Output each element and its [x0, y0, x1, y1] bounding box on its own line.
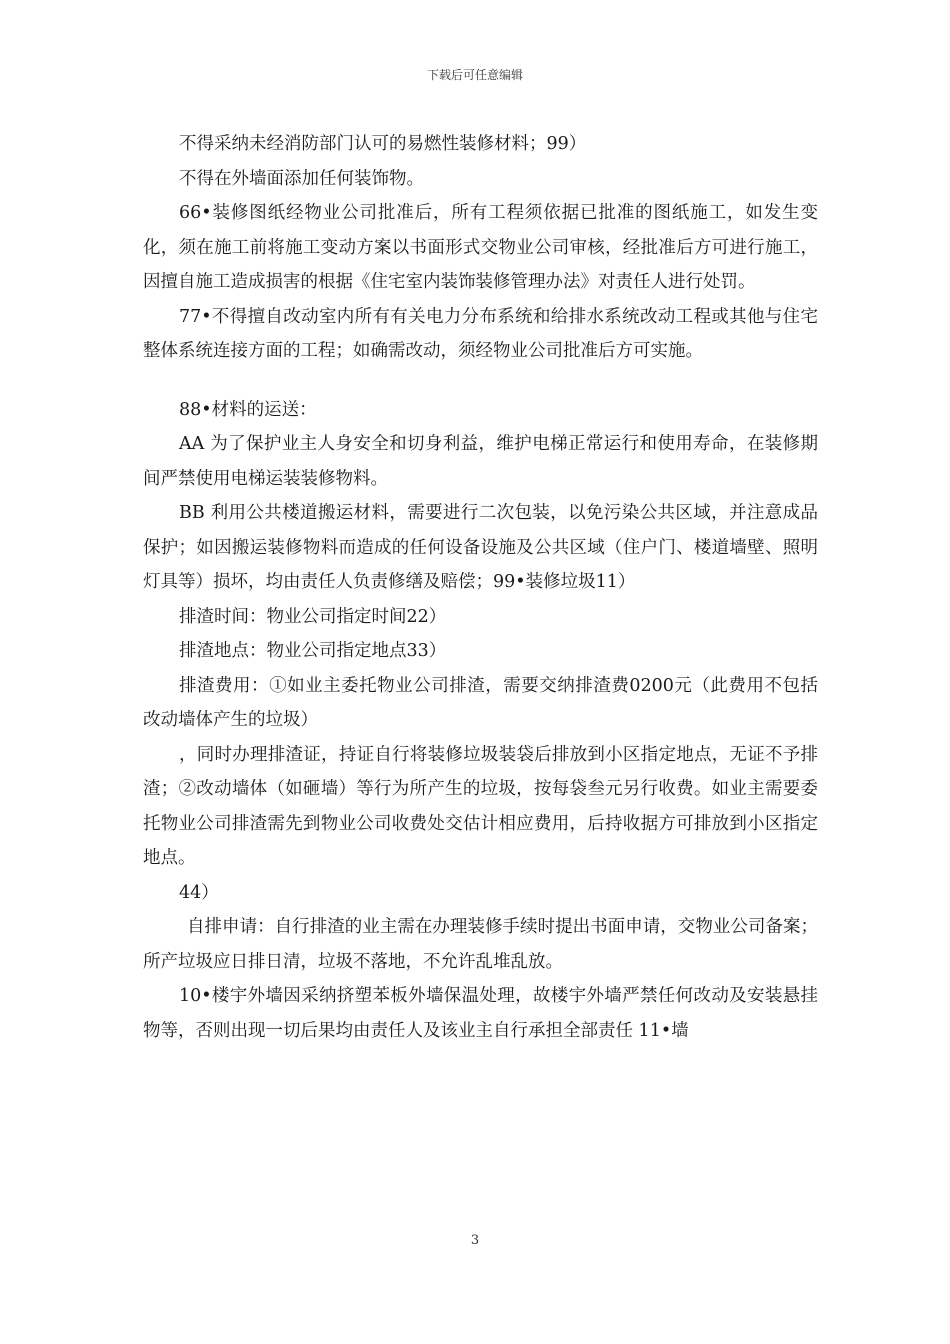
paragraph-item-10: 10•楼宇外墙因采纳挤塑苯板外墙保温处理，故楼宇外墙严禁任何改动及安装悬挂物等，否则出现一切后果均由责任人及该业主自行承担全部责任 11•墙: [143, 986, 818, 1041]
paragraph-marker-4: 44）: [179, 882, 219, 903]
paragraph-debris-time: 排渣时间：物业公司指定时间22）: [179, 606, 447, 627]
document-body: [143, 127, 818, 1048]
paragraph-item-8-b: BB 利用公共楼道搬运材料，需要进行二次包装，以免污染公共区域，并注意成品保护；如因搬运装修物料而造成的任何设备设施及公共区域（住户门、楼道墙壁、照明灯具等）损坏，均由责任人负责修缮及赔偿；99•装修垃圾11）: [143, 503, 818, 592]
paragraph-item-7: 77•不得擅自改动室内所有有关电力分布系统和给排水系统改动工程或其他与住宅整体系统连接方面的工程；如确需改动，须经物业公司批准后方可实施。: [143, 306, 818, 361]
paragraph-debris-fee: 排渣费用：①如业主委托物业公司排渣，需要交纳排渣费0200元（此费用不包括改动墙体产生的垃圾）: [143, 675, 818, 730]
page-number: 3: [470, 1233, 480, 1248]
page-header-note: 下载后可任意编辑: [426, 68, 523, 82]
paragraph-debris-permit: ，同时办理排渣证，持证自行将装修垃圾装袋后排放到小区指定地点，无证不予排渣；②改动墙体（如砸墙）等行为所产生的垃圾，按每袋叁元另行收费。如业主需要委托物业公司排渣需先到物业公司收费处交估计相应费用，后持收据方可排放到小区指定地点。: [143, 744, 818, 868]
paragraph-item-6: 66•装修图纸经物业公司批准后，所有工程须依据已批准的图纸施工，如发生变化，须在施工前将施工变动方案以书面形式交物业公司审核，经批准后方可进行施工，因擅自施工造成损害的根据《住宅室内装饰装修管理办法》对责任人进行处罚。: [143, 203, 818, 292]
paragraph-self-disposal: 自排申请：自行排渣的业主需在办理装修手续时提出书面申请，交物业公司备案；所产垃圾应日排日清，垃圾不落地，不允许乱堆乱放。: [143, 917, 818, 972]
paragraph-fire-materials: 不得采纳未经消防部门认可的易燃性装修材料；99）: [179, 134, 587, 154]
paragraph-exterior-wall: 不得在外墙面添加任何装饰物。: [179, 168, 424, 189]
paragraph-item-8-a: AA 为了保护业主人身安全和切身利益，维护电梯正常运行和使用寿命，在装修期间严禁使用电梯运装装修物料。: [143, 434, 818, 489]
paragraph-item-8-heading: 88•材料的运送：: [179, 399, 317, 420]
paragraph-debris-location: 排渣地点：物业公司指定地点33）: [179, 641, 447, 661]
